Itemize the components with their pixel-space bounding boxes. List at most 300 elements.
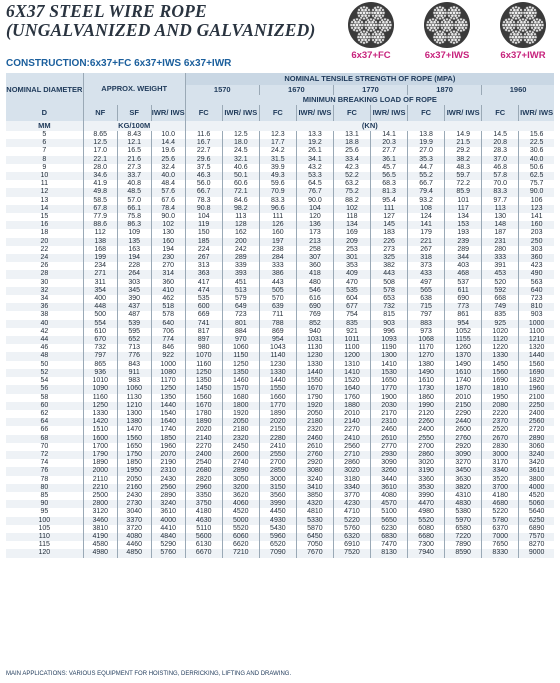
table-cell: 8.43 [117,131,151,139]
table-cell: 3350 [185,492,222,500]
table-cell: 15.6 [519,131,554,139]
table-cell: 102 [151,221,185,229]
table-cell: 7000 [482,533,519,541]
table-cell: 8130 [371,549,408,557]
table-cell: 4630 [185,517,222,525]
table-cell: 903 [371,320,408,328]
grade-header: 1770 [333,85,407,95]
rope-iwr [492,0,554,61]
table-cell: 325 [371,254,408,262]
table-cell: 936 [83,369,117,377]
diameter-cell: 9 [6,164,83,172]
table-cell: 141 [519,213,554,221]
table-cell: 284 [259,254,296,262]
table-cell: 70.9 [259,188,296,196]
table-cell: 592 [482,287,519,295]
header-sf: SF [117,105,151,121]
title-line-2: (UNGALVANIZED AND GALVANIZED) [6,20,316,40]
table-cell: 38.2 [445,156,482,164]
table-cell: 2210 [83,484,117,492]
diameter-cell: 68 [6,435,83,443]
table-cell: 2070 [151,451,185,459]
table-cell: 2280 [259,435,296,443]
table-cell: 706 [151,328,185,336]
table-cell: 2760 [445,435,482,443]
table-cell: 382 [371,262,408,270]
title-line-1: 6X37 STEEL WIRE ROPE [6,1,207,21]
table-cell: 3990 [259,500,296,508]
table-cell: 113 [222,213,259,221]
table-cell: 13.3 [296,131,333,139]
table-row [6,533,554,541]
table-cell: 52.2 [333,172,370,180]
table-cell: 865 [83,361,117,369]
table-cell: 954 [259,336,296,344]
table-cell: 500 [83,311,117,319]
table-row [6,172,554,180]
diameter-cell: 5 [6,131,83,139]
table-cell: 50.1 [222,172,259,180]
table-cell: 2190 [151,459,185,467]
table-cell: 2410 [333,435,370,443]
table-cell: 313 [185,262,222,270]
table-cell: 112 [83,229,117,237]
table-cell: 3610 [519,467,554,475]
rope-cross-section-icon [498,0,548,50]
table-cell: 18.8 [333,139,370,147]
table-cell: 1670 [296,385,333,393]
table-cell: 226 [371,238,408,246]
diameter-cell: 110 [6,533,83,541]
table-cell: 1560 [519,361,554,369]
diameter-cell: 66 [6,426,83,434]
table-cell: 29.6 [185,156,222,164]
table-cell: 443 [371,270,408,278]
diameter-cell: 36 [6,303,83,311]
header-fc: FC [185,105,222,121]
table-cell: 3180 [333,476,370,484]
table-cell: 363 [185,270,222,278]
table-cell: 75.2 [333,188,370,196]
table-cell: 162 [222,229,259,237]
table-cell: 1220 [482,344,519,352]
diameter-cell: 32 [6,287,83,295]
table-cell: 423 [519,262,554,270]
table-cell: 21.5 [445,139,482,147]
diameter-cell: 115 [6,541,83,549]
table-cell: 1470 [117,426,151,434]
table-cell: 1330 [296,361,333,369]
table-cell: 1890 [185,418,222,426]
table-cell: 3750 [185,500,222,508]
table-cell: 2710 [333,451,370,459]
table-cell: 1850 [151,435,185,443]
table-cell: 66.7 [185,188,222,196]
table-cell: 810 [519,303,554,311]
table-row [6,336,554,344]
table-cell: 78.4 [151,205,185,213]
table-cell: 797 [83,352,117,360]
table-cell: 84.6 [222,197,259,205]
table-cell: 7220 [445,533,482,541]
table-cell: 1690 [482,377,519,385]
table-cell: 14.5 [482,131,519,139]
table-cell: 25.6 [151,156,185,164]
table-cell: 5100 [371,508,408,516]
header-fc: FC [408,105,445,121]
diameter-cell: 24 [6,254,83,262]
table-cell: 4060 [222,500,259,508]
table-cell: 3260 [371,467,408,475]
table-cell: 4580 [83,541,117,549]
table-cell: 21.6 [117,156,151,164]
table-cell: 7090 [259,549,296,557]
table-row [6,295,554,303]
table-cell: 4710 [333,508,370,516]
table-cell: 983 [117,377,151,385]
table-cell: 118 [333,213,370,221]
diameter-cell: 40 [6,320,83,328]
table-cell: 922 [151,352,185,360]
table-cell: 8.65 [83,131,117,139]
table-cell: 7210 [222,549,259,557]
header-approx-weight: APPROX. WEIGHT [83,73,185,105]
table-cell: 2080 [482,402,519,410]
table-cell: 90.0 [296,197,333,205]
table-cell: 3610 [151,508,185,516]
table-cell: 1490 [408,369,445,377]
table-cell: 3020 [333,467,370,475]
table-cell: 1250 [83,402,117,410]
table-cell: 4190 [83,533,117,541]
table-cell: 267 [408,246,445,254]
table-cell: 3530 [408,484,445,492]
table-cell: 72.2 [445,180,482,188]
table-cell: 67.6 [151,197,185,205]
table-cell: 56.0 [185,180,222,188]
table-cell: 1660 [259,394,296,402]
table-cell: 1350 [222,369,259,377]
table-cell: 6370 [482,525,519,533]
table-cell: 2100 [519,394,554,402]
table-cell: 280 [482,246,519,254]
spec-table-wrapper [6,73,554,558]
table-cell: 2760 [296,451,333,459]
rope-label: 6x37+IWS [424,50,470,61]
header-fc: FC [482,105,519,121]
grade-header: 1570 [185,85,259,95]
table-cell: 43.2 [296,164,333,172]
table-cell: 59.7 [445,172,482,180]
table-cell: 333 [259,262,296,270]
table-cell: 563 [519,279,554,287]
rope-label: 6x37+IWR [500,50,546,61]
table-cell: 1610 [408,377,445,385]
table-cell: 578 [371,287,408,295]
table-cell: 53.3 [296,172,333,180]
diameter-cell: 34 [6,295,83,303]
table-cell: 537 [445,279,482,287]
table-cell: 578 [151,311,185,319]
table-cell: 433 [408,270,445,278]
table-cell: 29.2 [445,147,482,155]
diameter-cell: 30 [6,279,83,287]
table-cell: 1330 [259,369,296,377]
table-cell: 102 [333,205,370,213]
table-cell: 3340 [333,484,370,492]
header-fc: FC [333,105,370,121]
table-cell: 360 [151,279,185,287]
table-cell: 37.5 [185,164,222,172]
table-cell: 723 [222,311,259,319]
table-cell: 41.9 [83,180,117,188]
table-row [6,205,554,213]
table-row [6,238,554,246]
table-cell: 390 [117,295,151,303]
table-row [6,517,554,525]
table-cell: 1160 [83,394,117,402]
table-cell: 776 [117,352,151,360]
table-row [6,229,554,237]
table-cell: 652 [117,336,151,344]
table-cell: 980 [185,344,222,352]
diameter-cell: 100 [6,517,83,525]
table-cell: 1380 [117,418,151,426]
diameter-cell: 12 [6,188,83,196]
table-cell: 1068 [408,336,445,344]
table-row [6,197,554,205]
table-cell: 344 [445,254,482,262]
table-cell: 134 [445,213,482,221]
header-iwr-iws: IWR/ IWS [296,105,333,121]
table-row [6,426,554,434]
table-cell: 801 [222,320,259,328]
table-cell: 487 [117,311,151,319]
table-cell: 49.3 [259,172,296,180]
diameter-cell: 50 [6,361,83,369]
table-cell: 418 [296,270,333,278]
table-cell: 230 [151,254,185,262]
table-cell: 27.0 [408,147,445,155]
table-cell: 70.0 [482,180,519,188]
table-cell: 119 [185,221,222,229]
table-cell: 638 [408,295,445,303]
table-cell: 3090 [371,459,408,467]
table-cell: 1600 [83,435,117,443]
table-cell: 1380 [408,361,445,369]
table-cell: 5110 [185,525,222,533]
table-cell: 24.5 [222,147,259,155]
table-cell: 911 [117,369,151,377]
table-cell: 126 [259,221,296,229]
diameter-cell: 90 [6,500,83,508]
table-cell: 1640 [151,418,185,426]
table-cell: 179 [408,229,445,237]
table-cell: 2600 [445,426,482,434]
table-cell: 3820 [445,484,482,492]
table-cell: 127 [371,213,408,221]
table-cell: 123 [519,205,554,213]
table-cell: 57.0 [117,197,151,205]
diameter-cell: 52 [6,369,83,377]
table-cell: 25.6 [333,147,370,155]
table-cell: 5870 [296,525,333,533]
table-cell: 4320 [296,500,333,508]
table-cell: 474 [185,287,222,295]
table-cell: 513 [222,287,259,295]
table-cell: 690 [296,303,333,311]
diameter-cell: 22 [6,246,83,254]
table-cell: 769 [296,311,333,319]
table-cell: 4450 [259,508,296,516]
table-cell: 120 [296,213,333,221]
table-cell: 2550 [408,435,445,443]
table-cell: 490 [519,270,554,278]
table-cell: 86.3 [117,221,151,229]
table-cell: 2430 [117,492,151,500]
table-cell: 1960 [519,385,554,393]
table-cell: 7300 [408,541,445,549]
table-cell: 40.0 [519,156,554,164]
table-cell: 2560 [333,443,370,451]
table-cell: 1052 [445,328,482,336]
table-cell: 835 [482,311,519,319]
table-cell: 13.8 [408,131,445,139]
table-cell: 17.0 [83,147,117,155]
table-cell: 535 [333,287,370,295]
table-cell: 3850 [296,492,333,500]
header-minimum-breaking: MINIMUN BREAKING LOAD OF ROPE [185,95,554,105]
table-cell: 1990 [408,402,445,410]
table-cell: 6080 [408,525,445,533]
table-cell: 173 [296,229,333,237]
table-cell: 314 [151,270,185,278]
table-cell: 5380 [445,508,482,516]
table-cell: 1770 [371,385,408,393]
table-cell: 7570 [519,533,554,541]
table-cell: 3120 [83,508,117,516]
table-cell: 353 [333,262,370,270]
table-cell: 773 [445,303,482,311]
table-cell: 1440 [259,377,296,385]
table-cell: 1810 [482,385,519,393]
diameter-cell: 120 [6,549,83,557]
table-cell: 1011 [333,336,370,344]
header-iwr-iws: IWR/ IWS [519,105,554,121]
footer-note: MAIN APPLICATIONS: VARIOUS EQUIPMENT FOR HOISTING, DERRICKING, LIFTING AND DRAWING. [6,671,292,677]
table-row [6,435,554,443]
table-cell: 1190 [371,344,408,352]
table-cell: 1230 [296,352,333,360]
table-cell: 6520 [259,541,296,549]
table-cell: 4310 [445,492,482,500]
table-cell: 480 [296,279,333,287]
table-cell: 3720 [117,525,151,533]
table-cell: 3410 [296,484,333,492]
table-cell: 148 [482,221,519,229]
table-cell: 19.6 [151,147,185,155]
table-cell: 1140 [259,352,296,360]
table-cell: 1820 [519,377,554,385]
table-cell: 18.0 [222,139,259,147]
table-cell: 33.4 [333,156,370,164]
spec-table [6,73,554,558]
table-cell: 11.6 [185,131,222,139]
table-cell: 8590 [445,549,482,557]
table-cell: 1250 [185,369,222,377]
table-cell: 2680 [185,467,222,475]
table-cell: 640 [151,320,185,328]
table-cell: 2890 [222,467,259,475]
table-row [6,500,554,508]
table-cell: 520 [482,279,519,287]
table-cell: 209 [333,238,370,246]
table-cell: 3520 [482,476,519,484]
table-cell: 2600 [222,451,259,459]
table-cell: 611 [445,287,482,295]
table-cell: 13.1 [333,131,370,139]
table-cell: 3200 [222,484,259,492]
table-cell: 238 [259,246,296,254]
table-cell: 55.2 [408,172,445,180]
table-cell: 417 [185,279,222,287]
table-cell: 4840 [151,533,185,541]
diameter-cell: 74 [6,459,83,467]
table-cell: 2140 [333,418,370,426]
table-cell: 1530 [371,369,408,377]
table-cell: 345 [117,287,151,295]
table-cell: 5780 [482,517,519,525]
table-cell: 1031 [296,336,333,344]
table-cell: 1260 [445,344,482,352]
table-cell: 1070 [185,352,222,360]
diameter-cell: 20 [6,238,83,246]
table-cell: 1760 [333,394,370,402]
table-cell: 3370 [117,517,151,525]
diameter-cell: 14 [6,205,83,213]
table-cell: 2700 [408,443,445,451]
table-cell: 2310 [151,467,185,475]
table-cell: 289 [222,254,259,262]
table-cell: 3050 [222,476,259,484]
table-cell: 579 [222,295,259,303]
table-cell: 7650 [482,541,519,549]
table-cell: 2700 [259,459,296,467]
table-cell: 4180 [185,508,222,516]
table-cell: 925 [482,320,519,328]
table-cell: 1860 [408,394,445,402]
table-cell: 2890 [519,435,554,443]
table-cell: 539 [117,320,151,328]
table-row [6,246,554,254]
table-cell: 788 [259,320,296,328]
table-cell: 2320 [296,426,333,434]
table-row [6,303,554,311]
unit-kg100m: KG/100M [83,121,185,131]
table-cell: 4000 [151,517,185,525]
table-cell: 2250 [519,402,554,410]
table-cell: 1350 [185,377,222,385]
table-cell: 333 [482,254,519,262]
table-cell: 1650 [117,443,151,451]
table-cell: 2670 [482,435,519,443]
table-cell: 3810 [83,525,117,533]
table-cell: 1950 [482,394,519,402]
table-cell: 690 [445,295,482,303]
table-cell: 234 [83,262,117,270]
table-cell: 1370 [445,352,482,360]
table-cell: 1920 [296,402,333,410]
